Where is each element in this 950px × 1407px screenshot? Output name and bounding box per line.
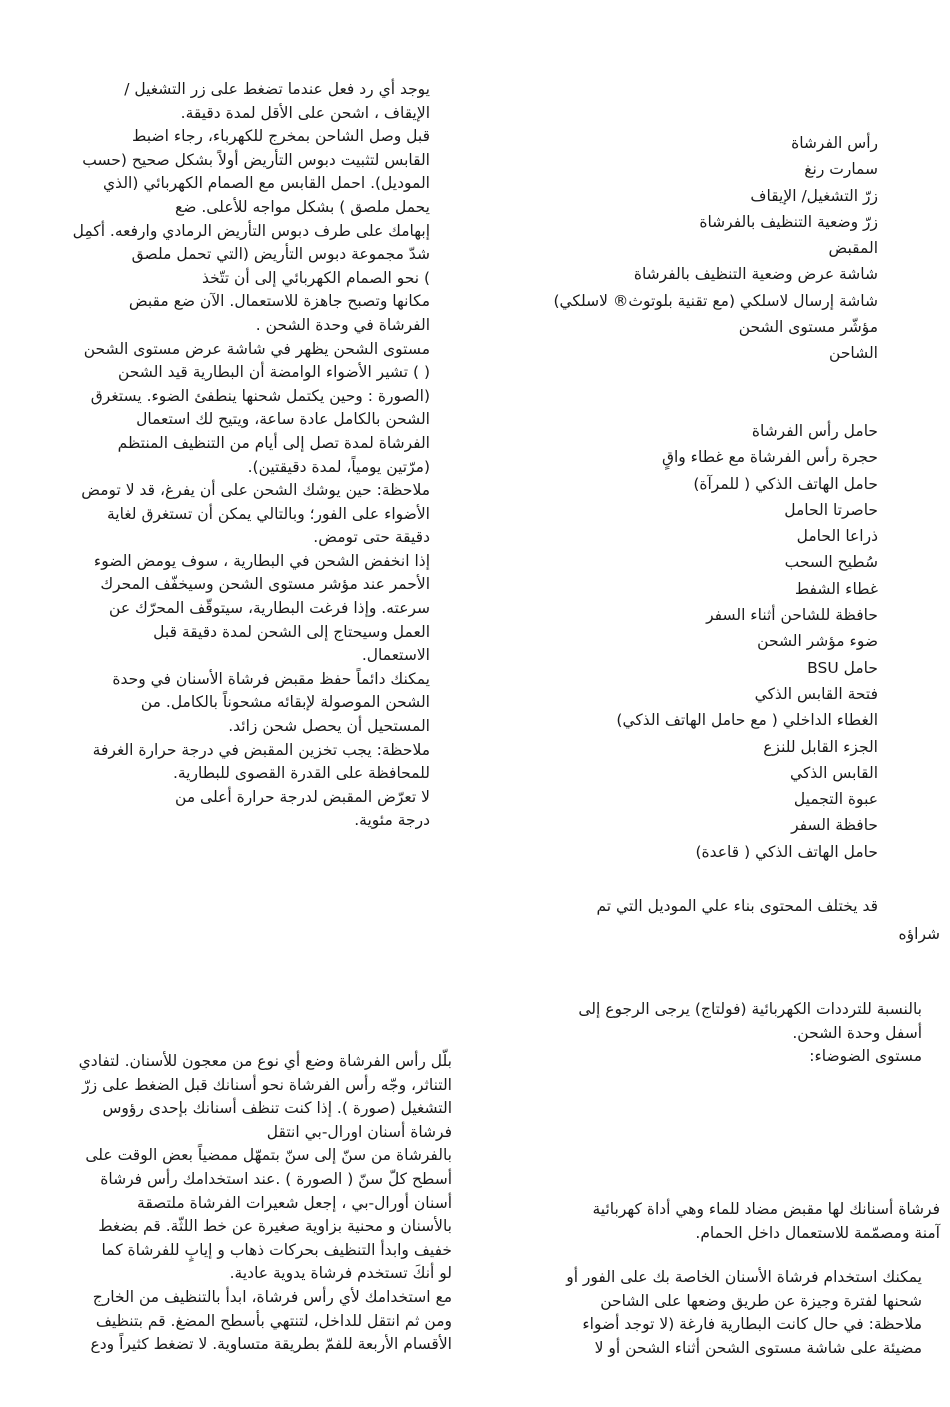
parts-list-primary-line-7: شاشة إرسال لاسلكي (مع تقنية بلوتوث® لاسلكي)	[553, 291, 878, 310]
parts-list-accessories-line-4: حاصرتا الحامل	[784, 500, 878, 519]
parts-list-accessories-line-11: فتحة القابس الذكي	[754, 684, 878, 703]
left-top-paragraph-line-12: مستوى الشحن يظهر في شاشة عرض مستوى الشحن	[83, 339, 430, 358]
left-top-paragraph-line-24: العمل وسيحتاج إلى الشحن لمدة دقيقة قبل	[153, 622, 430, 641]
parts-list-accessories-line-3: حامل الهاتف الذكي ( للمرآة)	[693, 474, 878, 493]
parts-list-accessories-line-1: حامل رأس الفرشاة	[751, 422, 878, 440]
parts-list-primary-line-5: المقبض	[828, 239, 878, 258]
left-top-paragraph-line-13: ( ) تشير الأضواء الوامضة أن البطارية قيد الشحن	[117, 363, 430, 382]
parts-list-primary-line-3: زرّ التشغيل/ الإيقاف	[750, 186, 878, 205]
left-top-paragraph-line-32: درجة مئوية.	[354, 811, 430, 830]
parts-list-primary-line-6: شاشة عرض وضعية التنظيف بالفرشاة	[633, 265, 878, 284]
usage-paragraph-line-4: مضيئة على شاشة مستوى الشحن أثناء الشحن أو لا	[594, 1338, 922, 1357]
left-top-paragraph-line-1: يوجد أي رد فعل عندما تضغط على زر التشغيل /	[124, 80, 430, 98]
parts-list-primary-line-4: زرّ وضعية التنظيف بالفرشاة	[699, 212, 878, 231]
left-top-paragraph	[10, 78, 430, 833]
parts-list-primary	[438, 130, 878, 367]
parts-list-accessories-line-9: ضوء مؤشر الشحن	[757, 632, 878, 651]
parts-list-accessories-line-5: ذراعا الحامل	[796, 527, 878, 546]
left-top-paragraph-line-15: الشحن بالكامل عادة ساعة، ويتيح لك استعمال	[136, 410, 430, 429]
left-top-paragraph-line-31: لا تعرّض المقبض لدرجة حرارة أعلى من	[175, 787, 430, 806]
voltage-paragraph-line-3: مستوى الضوضاء:	[809, 1047, 922, 1066]
parts-list-accessories-line-13: الجزء القابل للنزع	[763, 737, 878, 756]
parts-list-accessories-line-10: حامل BSU	[807, 658, 878, 677]
parts-list-accessories-line-2: حجرة رأس الفرشاة مع غطاء واقٍ	[661, 448, 878, 467]
left-bottom-paragraph-line-4: فرشاة أسنان اورال-بي انتقل	[266, 1122, 452, 1141]
left-bottom-paragraph-line-6: أسطح كلّ سنّ ( الصورة ) .عند استخدامك رأس فرشاة	[100, 1169, 452, 1188]
parts-list-accessories-line-6: سُطيح السحب	[784, 553, 878, 572]
parts-list-accessories	[438, 418, 878, 865]
left-top-paragraph-line-17: (مرّتين يومياً، لمدة دقيقتين).	[247, 457, 430, 476]
left-top-paragraph-line-3: قبل وصل الشاحن بمخرج للكهرباء، رجاء اضبط	[132, 127, 430, 146]
parts-list-primary-line-2: سمارت رنغ	[804, 160, 878, 179]
parts-list-primary-line-1: رأس الفرشاة	[791, 134, 878, 152]
parts-list-accessories-line-8: حافظة للشاحن أثناء السفر	[706, 606, 878, 625]
left-top-paragraph-line-19: الأضواء على الفور؛ وبالتالي يمكن أن تستغرق لغاية	[106, 504, 430, 523]
left-top-paragraph-line-9: ) نحو الصمام الكهربائي إلى أن تتّخذ	[201, 268, 430, 287]
left-top-paragraph-line-22: الأحمر عند مؤشر مستوى الشحن وسيخفّف المحرك	[100, 575, 430, 594]
left-bottom-paragraph-line-9: خفيف وابدأ التنظيف بحركات ذهاب و إيابٍ للفرشاة كما	[101, 1240, 452, 1259]
left-top-paragraph-line-27: الشحن الموصولة لإبقائه مشحوناً بالكامل. من	[140, 693, 430, 712]
left-top-paragraph-line-30: للمحافظة على القدرة القصوى للبطارية.	[172, 764, 430, 783]
parts-list-accessories-line-17: حامل الهاتف الذكي ( قاعدة)	[695, 842, 878, 861]
left-bottom-paragraph-line-3: التشغيل (صورة ). إذا كنت تنظف أسنانك بإحدى رؤوس	[102, 1099, 452, 1118]
parts-list-accessories-line-12: الغطاء الداخلي ( مع حامل الهاتف الذكي)	[616, 711, 878, 730]
model-note-line-2: شراؤه	[898, 924, 940, 943]
left-top-paragraph-line-6: يحمل ملصق ) بشكل مواجه للأعلى. ضع	[175, 197, 430, 216]
model-note	[440, 895, 940, 946]
voltage-paragraph	[432, 998, 922, 1069]
left-bottom-paragraph	[7, 1050, 452, 1357]
safety-paragraph	[440, 1198, 940, 1245]
left-top-paragraph-line-11: الفرشاة في وحدة الشحن .	[255, 315, 430, 334]
left-bottom-paragraph-line-10: لو أنكَ تستخدم فرشاة يدوية عادية.	[229, 1264, 452, 1283]
left-top-paragraph-line-7: إبهامك على طرف دبوس التأريض الرمادي وارفعه. أكمِل	[72, 221, 430, 240]
left-bottom-paragraph-line-12: ومن ثم انتقل للداخل، لتنتهي بأسطح المضغ. قم بتنظيف	[95, 1311, 452, 1330]
usage-paragraph-line-1: يمكنك استخدام فرشاة الأسنان الخاصة بك على الفور أو	[566, 1268, 922, 1286]
left-top-paragraph-line-25: الاستعمال.	[361, 646, 430, 665]
left-top-paragraph-line-21: إذا انخفض الشحن في البطارية ، سوف يومض الضوء	[93, 551, 430, 570]
left-top-paragraph-line-8: شدّ مجموعة دبوس التأريض (التي تحمل ملصق	[131, 245, 430, 264]
left-top-paragraph-line-14: (الصورة : وحين يكتمل شحنها ينطفئ الضوء. يستغرق	[90, 386, 430, 405]
parts-list-primary-line-9: الشاحن	[829, 344, 878, 363]
left-bottom-paragraph-line-7: أسنان أورال-بي ، إجعل شعيرات الفرشاة ملتصقة	[137, 1193, 452, 1212]
left-top-paragraph-line-2: الإيقاف ، اشحن على الأقل لمدة دقيقة.	[180, 103, 430, 122]
left-top-paragraph-line-18: ملاحظة: حين يوشك الشحن على أن يفرغ، قد لا تومض	[81, 481, 430, 500]
left-bottom-paragraph-line-2: التناثر، وجّه رأس الفرشاة نحو أسنانك قبل الضغط على زرّ	[82, 1075, 452, 1094]
left-bottom-paragraph-line-8: بالأسنان و محنية بزاوية صغيرة عن خط اللثّة. قم بضغط	[98, 1217, 452, 1236]
usage-paragraph-line-2: شحنها لفترة وجيزة عن طريق وضعها على الشاحن	[600, 1291, 922, 1310]
left-bottom-paragraph-line-13: الأقسام الأربعة للفمّ بطريقة متساوية. لا تضغط كثيراً ودع	[90, 1335, 452, 1354]
left-bottom-paragraph-line-5: بالفرشاة من سنّ إلى سنّ بتمهّل ممضياً بعض الوقت على	[85, 1146, 452, 1165]
left-top-paragraph-line-23: سرعته. وإذا فرغت البطارية، سيتوقّف المحرّك عن	[109, 599, 430, 618]
safety-paragraph-line-1: فرشاة أسنانك لها مقبض مضاد للماء وهي أداة كهربائية	[592, 1200, 940, 1218]
parts-list-primary-line-8: مؤشّر مستوى الشحن	[738, 318, 878, 337]
safety-paragraph-line-2: آمنة ومصمّمة للاستعمال داخل الحمام.	[695, 1223, 940, 1242]
usage-paragraph-line-3: ملاحظة: في حال كانت البطارية فارغة (لا توجد أضواء	[582, 1315, 922, 1334]
left-bottom-paragraph-line-11: مع استخدامك لأي رأس فرشاة، ابدأ بالتنظيف من الخارج	[92, 1287, 452, 1306]
left-top-paragraph-line-10: مكانها وتصبح جاهزة للاستعمال. الآن ضع مقبض	[128, 292, 430, 311]
left-bottom-paragraph-line-1: بلّل رأس الفرشاة وضع أي نوع من معجون للأسنان. لتفادي	[78, 1052, 452, 1070]
voltage-paragraph-line-1: بالنسبة للترددات الكهربائية (فولتاج) يرجى الرجوع إلى	[578, 1000, 922, 1018]
model-note-line-1: قد يختلف المحتوى بناء علي الموديل التي تم	[596, 897, 878, 915]
parts-list-accessories-line-7: غطاء الشفط	[794, 579, 878, 598]
left-top-paragraph-line-26: يمكنك دائماً حفظ مقبض فرشاة الأسنان في وحدة	[112, 669, 430, 688]
left-top-paragraph-line-16: الفرشاة لمدة تصل إلى أيام من التنظيف المنتظم	[117, 433, 430, 452]
usage-paragraph	[432, 1266, 922, 1360]
parts-list-accessories-line-14: القابس الذكي	[789, 763, 878, 782]
left-top-paragraph-line-4: القابس لتثبيت دبوس التأريض أولاً بشكل صحيح (حسب	[82, 150, 430, 169]
parts-list-accessories-line-16: حافظة السفر	[791, 816, 878, 835]
left-top-paragraph-line-29: ملاحظة: يجب تخزين المقبض في درجة حرارة الغرفة	[92, 740, 430, 759]
left-top-paragraph-line-28: المستحيل أن يحصل شحن زائد.	[228, 717, 430, 736]
left-top-paragraph-line-5: الموديل). احمل القابس مع الصمام الكهربائي (الذي	[103, 174, 430, 193]
left-top-paragraph-line-20: دقيقة حتى تومض.	[313, 528, 430, 547]
parts-list-accessories-line-15: عبوة التجميل	[793, 790, 878, 809]
voltage-paragraph-line-2: أسفل وحدة الشحن.	[792, 1023, 922, 1042]
